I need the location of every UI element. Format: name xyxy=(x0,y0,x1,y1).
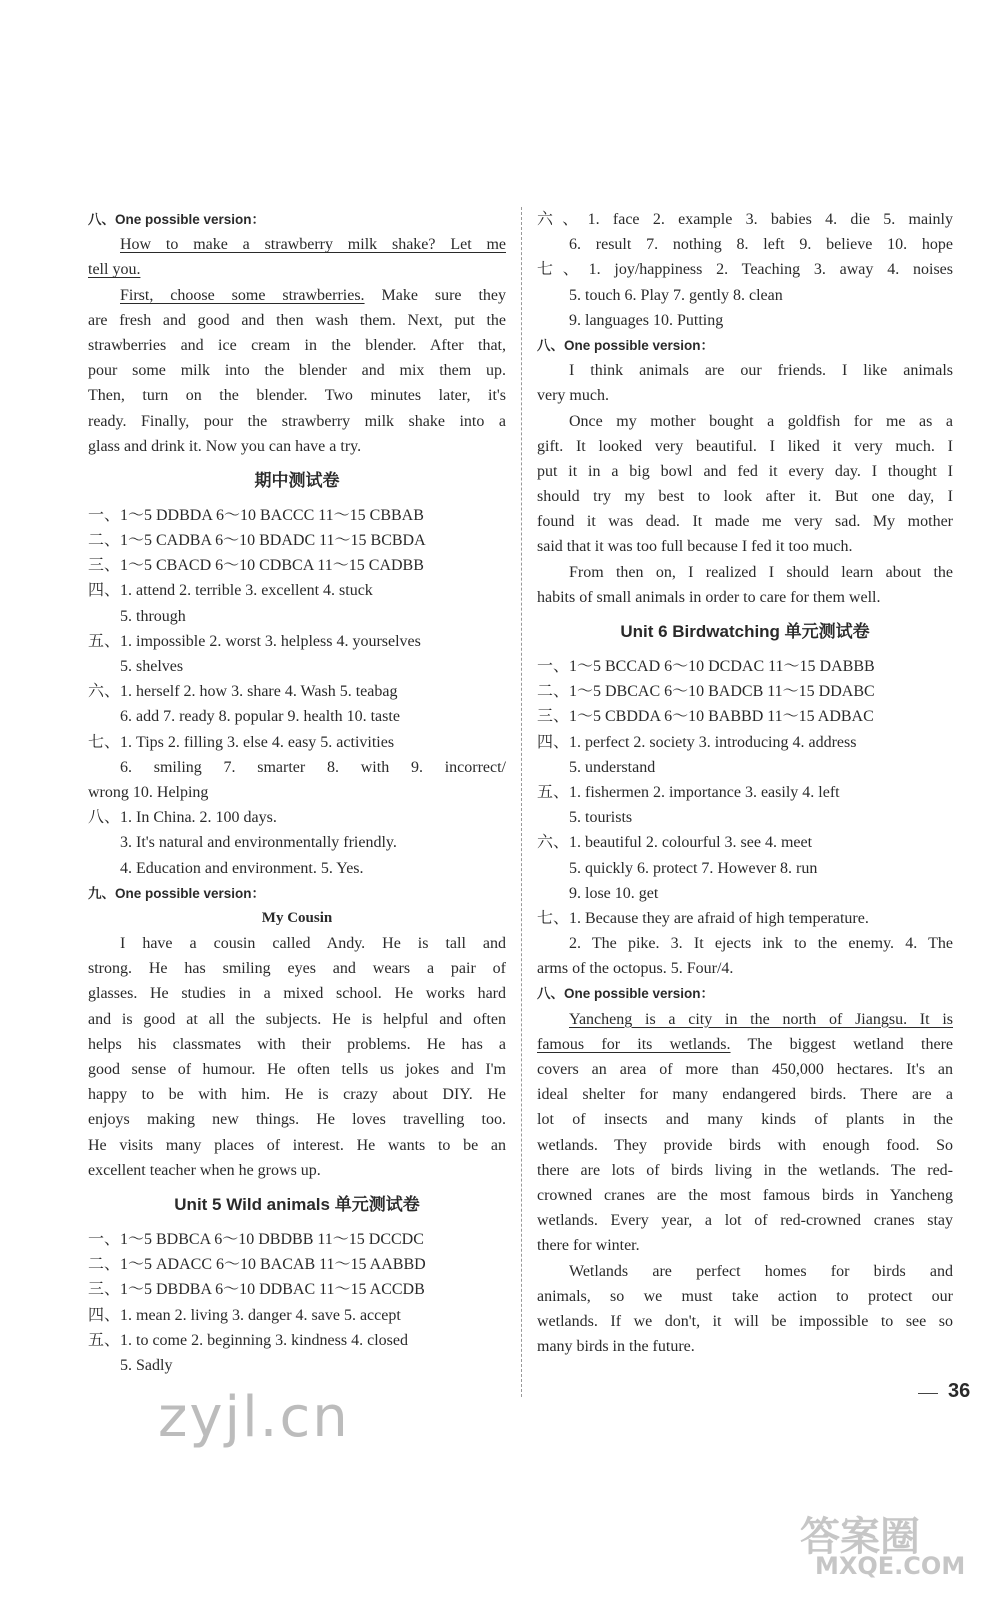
text-line: 5. touch 6. Play 7. gently 8. clean xyxy=(569,286,783,304)
text-line: 9. lose 10. get xyxy=(569,884,659,902)
text-line: 4. Education and environment. 5. Yes. xyxy=(120,859,364,877)
section-title: 期中测试卷 xyxy=(254,470,340,490)
section-heading: 八、One possible version： xyxy=(537,986,715,1002)
text-line: 3. It's natural and environmentally friendly. xyxy=(120,834,397,852)
text-line: good sense of humour. He often tells us jokes and I'm xyxy=(88,1061,506,1078)
text-line: arms of the octopus. 5. Four/4. xyxy=(537,960,734,978)
text-line: 二、1～5 CADBA 6～10 BDADC 11～15 BCBDA xyxy=(88,532,426,550)
text-line: pour some milk into the blender and mix them up. xyxy=(88,362,506,380)
watermark-daanquan: 答案圈 xyxy=(800,1514,920,1560)
section-title: Unit 6 Birdwatching 单元测试卷 xyxy=(620,622,870,641)
text-line: wetlands. They provide birds with enough food. So xyxy=(537,1136,953,1154)
text-line: 七、1. Tips 2. filling 3. else 4. easy 5. activities xyxy=(88,733,395,751)
text-line: 三、1～5 DBDBA 6～10 DDBAC 11～15 ACCDB xyxy=(88,1281,425,1299)
text-line: He visits many places of interest. He wants to be an xyxy=(88,1136,506,1154)
section-heading: 八、One possible version： xyxy=(537,337,715,353)
text-line: 六、1. herself 2. how 3. share 4. Wash 5. teabag xyxy=(88,683,398,701)
text-line: 四、1. attend 2. terrible 3. excellent 4. stuck xyxy=(88,582,373,600)
text-line: covers an area of more than 450,000 hectares. It's an xyxy=(537,1061,953,1078)
text-line: animals, so we must take action to protect our xyxy=(537,1287,953,1305)
text-line: 三、1～5 CBACD 6～10 CDBCA 11～15 CADBB xyxy=(88,557,424,575)
text-line: Yancheng is a city in the north of Jiangsu. It is xyxy=(569,1010,953,1028)
page-number-dash xyxy=(918,1393,938,1394)
text-line: and is good at all the subjects. He is helpful and often xyxy=(88,1010,506,1028)
text-line: 5. through xyxy=(120,607,186,625)
watermark-mxqe: MXQE.COM xyxy=(815,1552,966,1580)
text-line: excellent teacher when he grows up. xyxy=(88,1161,321,1179)
text-line: gift. It looked very beautiful. I liked it very much. I xyxy=(537,437,953,455)
text-line: 三、1～5 CBDDA 6～10 BABBD 11～15 ADBAC xyxy=(537,708,874,726)
text-line: happy to be with him. He is crazy about DIY. He xyxy=(88,1086,506,1104)
text-line xyxy=(537,1032,953,1057)
text-line: strong. He has smiling eyes and wears a pair of xyxy=(88,960,506,978)
underlined-sentence: famous for its wetlands. xyxy=(537,1035,731,1053)
text-line: 6. smiling 7. smarter 8. with 9. incorrect/ xyxy=(120,758,506,776)
text-line: are fresh and good and then wash them. Next, put the xyxy=(88,311,506,329)
text-line: crowned cranes are the most famous birds in Yancheng xyxy=(537,1186,953,1204)
text-line: helps his classmates with their problems. He has a xyxy=(88,1035,506,1053)
text-line: glass and drink it. Now you can have a try. xyxy=(88,437,362,455)
text-line: there are lots of birds living in the wetlands. The red- xyxy=(537,1161,953,1179)
text-line: 五、1. to come 2. beginning 3. kindness 4. closed xyxy=(88,1331,408,1349)
text-line: 二、1～5 DBCAC 6～10 BADCB 11～15 DDABC xyxy=(537,683,875,701)
text-line: 一、1～5 BDBCA 6～10 DBDBB 11～15 DCCDC xyxy=(88,1230,424,1248)
text-line: 四、1. perfect 2. society 3. introducing 4. address xyxy=(537,733,857,751)
text-line: enjoys making new things. He loves travelling too. xyxy=(88,1111,506,1129)
section-heading: 八、One possible version： xyxy=(88,212,266,227)
text-line: I think animals are our friends. I like animals xyxy=(569,362,953,380)
text-line: Then, turn on the blender. Two minutes later, it's xyxy=(88,387,506,405)
text-line: should try my best to look after it. But one day, I xyxy=(537,488,953,506)
text-line: 二、1～5 ADACC 6～10 BACAB 11～15 AABBD xyxy=(88,1256,426,1274)
section-heading: 九、One possible version： xyxy=(88,885,266,901)
text-line: said that it was too full because I fed it too much. xyxy=(537,538,853,556)
column-divider xyxy=(521,207,522,1397)
text-line: glasses. He studies in a mixed school. He works hard xyxy=(88,985,506,1003)
text-line: 七、1. joy/happiness 2. Teaching 3. away 4. noises xyxy=(537,261,953,279)
essay-title: My Cousin xyxy=(261,909,333,926)
text-line: 2. The pike. 3. It ejects ink to the enemy. 4. The xyxy=(569,935,953,953)
watermark-zyjl: zyjl.cn xyxy=(158,1385,350,1450)
text-line: 9. languages 10. Putting xyxy=(569,311,724,329)
text-line: wetlands. Every year, a lot of red-crowned cranes stay xyxy=(537,1212,953,1230)
underlined-sentence: First, choose some strawberries. xyxy=(120,286,365,304)
text-line: lot of insects and many kinds of plants in the xyxy=(537,1111,953,1129)
text-line: 四、1. mean 2. living 3. danger 4. save 5. accept xyxy=(88,1306,401,1324)
text-line: there for winter. xyxy=(537,1237,640,1255)
text-line: 六、1. beautiful 2. colourful 3. see 4. meet xyxy=(537,834,813,852)
right-column xyxy=(537,207,953,1359)
text-line: put it in a big bowl and fed it every day. I thought I xyxy=(537,462,953,480)
line-text: Make sure they xyxy=(364,286,506,304)
text-line: 六、1. face 2. example 3. babies 4. die 5. mainly xyxy=(537,211,953,228)
left-column xyxy=(88,207,506,1378)
text-line: found it was dead. It made me very sad. My mother xyxy=(537,513,953,531)
text-line: 5. tourists xyxy=(569,809,633,827)
text-line: 八、1. In China. 2. 100 days. xyxy=(88,809,277,827)
text-line: Wetlands are perfect homes for birds and xyxy=(569,1262,953,1280)
text-line: From then on, I realized I should learn about the xyxy=(569,563,953,581)
section-title: Unit 5 Wild animals 单元测试卷 xyxy=(174,1194,420,1214)
text-line: 5. understand xyxy=(569,758,656,776)
text-line: many birds in the future. xyxy=(537,1338,695,1356)
text-line: tell you. xyxy=(88,261,141,279)
text-line: strawberries and ice cream in the blender. After that, xyxy=(88,336,506,354)
text-line: habits of small animals in order to care for them well. xyxy=(537,588,881,606)
text-line: 5. Sadly xyxy=(120,1356,173,1374)
text-line: ideal shelter for many endangered birds. There are a xyxy=(537,1086,953,1104)
text-line: 6. result 7. nothing 8. left 9. believe 10. hope xyxy=(569,236,953,254)
text-line: How to make a strawberry milk shake? Let me xyxy=(120,236,506,254)
text-line: 五、1. fishermen 2. importance 3. easily 4. left xyxy=(537,783,840,801)
text-line: very much. xyxy=(537,387,609,405)
text-line: wetlands. If we don't, it will be impossible to see so xyxy=(537,1312,953,1330)
text-line: 5. quickly 6. protect 7. However 8. run xyxy=(569,859,818,877)
text-line: 6. add 7. ready 8. popular 9. health 10. taste xyxy=(120,708,400,726)
line-text: The biggest wetland there xyxy=(730,1035,953,1053)
text-line: ready. Finally, pour the strawberry milk shake into a xyxy=(88,412,506,430)
text-line: 一、1～5 BCCAD 6～10 DCDAC 11～15 DABBB xyxy=(537,658,875,675)
text-line: 一、1～5 DDBDA 6～10 BACCC 11～15 CBBAB xyxy=(88,506,424,524)
text-line: wrong 10. Helping xyxy=(88,783,209,801)
text-line: Once my mother bought a goldfish for me as a xyxy=(569,412,953,430)
text-line: 5. shelves xyxy=(120,658,184,675)
text-line: 七、1. Because they are afraid of high temperature. xyxy=(537,909,869,927)
text-line xyxy=(88,283,506,308)
text-line: 五、1. impossible 2. worst 3. helpless 4. yourselves xyxy=(88,632,421,650)
text-line: I have a cousin called Andy. He is tall and xyxy=(120,935,506,953)
page-number: 36 xyxy=(948,1380,971,1402)
